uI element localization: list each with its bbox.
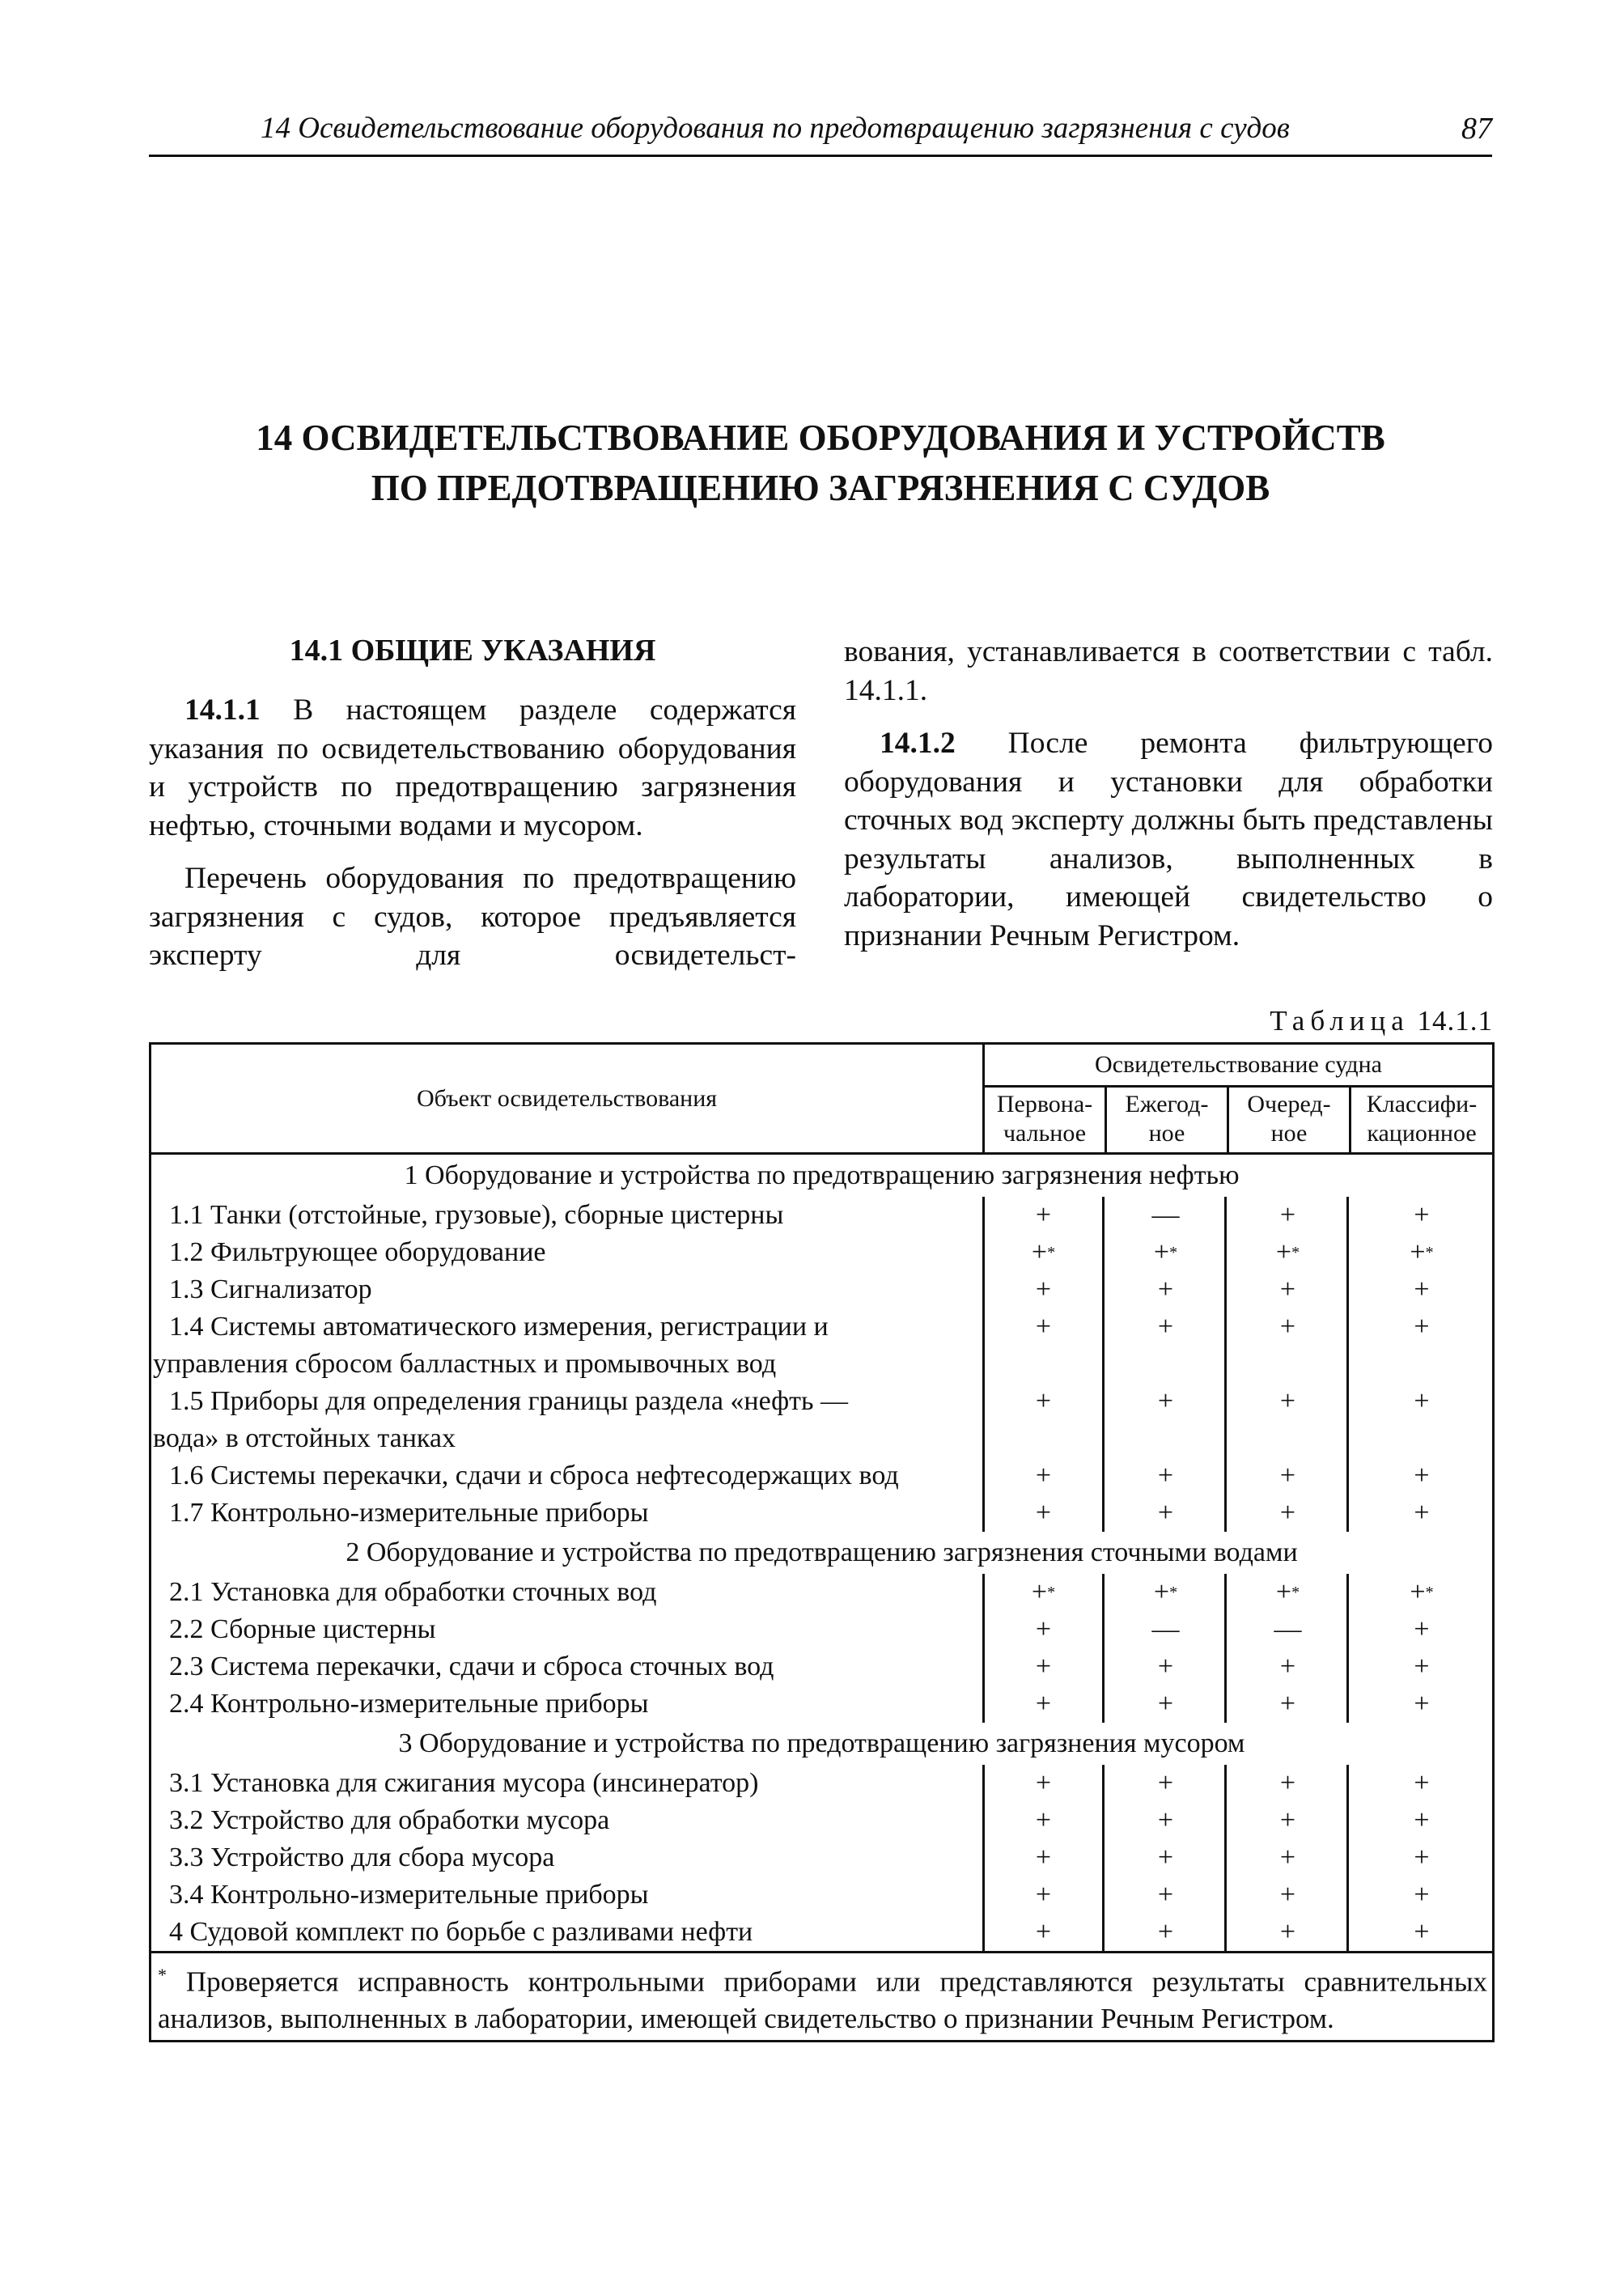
cell-value: +: [1035, 1805, 1052, 1835]
footnote-mark: *: [1425, 1584, 1434, 1601]
cell-value: —: [1151, 1200, 1180, 1230]
table-cell: [982, 1271, 1105, 1308]
chapter-title-line-2: ПО ПРЕДОТВРАЩЕНИЮ ЗАГРЯЗНЕНИЯ С СУДОВ: [371, 468, 1270, 508]
table-cell: [982, 1574, 1105, 1611]
table-body: [151, 1155, 1492, 1951]
row-label: [151, 1686, 981, 1723]
cell-value: +: [1279, 1880, 1296, 1910]
table-cell: [1229, 1914, 1349, 1951]
table-cell: [1351, 1876, 1492, 1914]
cell-value: +: [1414, 1386, 1430, 1416]
table-row: [151, 1383, 1492, 1457]
row-label: [151, 1802, 981, 1839]
row-label-line: 1.2 Фильтрующее оборудование: [169, 1237, 546, 1267]
paragraph-list-intro-continued: [844, 633, 1493, 710]
cell-value: —: [1151, 1614, 1180, 1644]
table-row: [151, 1234, 1492, 1271]
table-row: [151, 1197, 1492, 1234]
table-cell: [1351, 1765, 1492, 1802]
row-label: [151, 1271, 981, 1308]
row-label-line: 1.4 Системы автоматического измерения, регистрации и: [169, 1312, 829, 1342]
table-footnote: [151, 1951, 1492, 2040]
footnote-mark: *: [1047, 1244, 1056, 1261]
table-cell: [982, 1308, 1105, 1383]
table-cell: [1351, 1574, 1492, 1611]
cell-value: +: [1157, 1386, 1174, 1416]
cell-value: +: [1157, 1274, 1174, 1304]
page-number: 87: [1461, 112, 1492, 146]
row-label-line: вода» в отстойных танках: [153, 1423, 456, 1453]
paragraph-list-intro: [149, 859, 796, 975]
cell-value: +: [1279, 1200, 1296, 1230]
table-cell: [1229, 1495, 1349, 1532]
cell-value: +: [1031, 1237, 1048, 1267]
table-cell: [1229, 1383, 1349, 1457]
cell-value: +: [1279, 1312, 1296, 1342]
table-cell: [982, 1802, 1105, 1839]
cell-value: +: [1157, 1805, 1174, 1835]
row-label-line: 3.4 Контрольно-измерительные приборы: [169, 1880, 649, 1910]
row-label: [151, 1648, 981, 1686]
table-cell: [1107, 1574, 1227, 1611]
cell-value: +: [1035, 1842, 1052, 1872]
table-row: [151, 1495, 1492, 1532]
table-section-title: 1 Оборудование и устройства по предотвращению загрязнения нефтью: [404, 1160, 1240, 1190]
row-label: [151, 1457, 981, 1495]
table-cell: [1107, 1308, 1227, 1383]
table-cell: [982, 1234, 1105, 1271]
cell-value: +: [1414, 1461, 1430, 1490]
row-label: [151, 1308, 981, 1383]
table-cell: [1351, 1914, 1492, 1951]
row-label-line: 1.7 Контрольно-измерительные приборы: [169, 1498, 649, 1528]
table-row: [151, 1839, 1492, 1876]
table-row: [151, 1876, 1492, 1914]
row-label-line: 3.2 Устройство для обработки мусора: [169, 1805, 610, 1835]
cell-value: +: [1035, 1386, 1052, 1416]
table-cell: [1229, 1271, 1349, 1308]
cell-value: +: [1279, 1805, 1296, 1835]
cell-value: +: [1414, 1768, 1430, 1798]
running-header-title: 14 Освидетельствование оборудования по предотвращению загрязнения с судов: [261, 112, 1290, 145]
survey-table: [149, 1042, 1495, 2042]
row-label-line: 3.3 Устройство для сбора мусора: [169, 1842, 555, 1872]
paragraph-14-1-1: [149, 691, 796, 845]
row-label-line: 2.1 Установка для обработки сточных вод: [169, 1577, 657, 1607]
column-header-classification: [1351, 1088, 1492, 1152]
table-cell: [982, 1495, 1105, 1532]
table-caption-word: Таблица: [1270, 1005, 1410, 1037]
cell-value: +: [1279, 1689, 1296, 1719]
cell-value: +: [1414, 1689, 1430, 1719]
cell-value: +: [1035, 1652, 1052, 1681]
cell-value: +: [1414, 1917, 1430, 1947]
cell-value: +: [1279, 1768, 1296, 1798]
footnote-mark: *: [1291, 1584, 1300, 1601]
column-header-initial: [985, 1088, 1107, 1152]
cell-value: +: [1153, 1237, 1170, 1267]
cell-value: +: [1414, 1805, 1430, 1835]
chapter-title: [149, 413, 1492, 513]
table-cell: [982, 1457, 1105, 1495]
table-cell: [1107, 1197, 1227, 1234]
left-column: [149, 631, 796, 975]
cell-value: +: [1035, 1498, 1052, 1528]
table-cell: [982, 1197, 1105, 1234]
table-cell: [1229, 1234, 1349, 1271]
paragraph-text: вования, устанавливается в соответствии с табл. 14.1.1.: [844, 635, 1493, 707]
table-cell: [1107, 1802, 1227, 1839]
column-header-object: Объект освидетельствования: [151, 1045, 985, 1152]
table-cell: [1351, 1383, 1492, 1457]
cell-value: +: [1031, 1577, 1048, 1607]
cell-value: +: [1279, 1386, 1296, 1416]
table-cell: [1107, 1495, 1227, 1532]
table-section-title: 3 Оборудование и устройства по предотвращению загрязнения мусором: [398, 1728, 1245, 1758]
row-label-line: 2.4 Контрольно-измерительные приборы: [169, 1689, 649, 1719]
paragraph-text: В настоящем разделе содержатся указания по освидетельствованию оборудования и устройств по предотвращению загрязнения нефтью, сточными водами и мусором.: [149, 693, 796, 842]
footnote-mark: *: [1425, 1244, 1434, 1261]
header-line: кационное: [1367, 1120, 1477, 1147]
footnote-mark: *: [1169, 1584, 1178, 1601]
table-cell: [1107, 1648, 1227, 1686]
cell-value: +: [1279, 1461, 1296, 1490]
row-label-line: 4 Судовой комплект по борьбе с разливами нефти: [169, 1917, 753, 1947]
cell-value: +: [1035, 1312, 1052, 1342]
cell-value: +: [1153, 1577, 1170, 1607]
table-cell: [1229, 1308, 1349, 1383]
row-label-line: 3.1 Установка для сжигания мусора (инсинератор): [169, 1768, 759, 1798]
table-cell: [982, 1611, 1105, 1648]
cell-value: +: [1279, 1498, 1296, 1528]
cell-value: +: [1414, 1498, 1430, 1528]
table-cell: [1229, 1457, 1349, 1495]
table-cell: [1229, 1574, 1349, 1611]
table-cell: [1351, 1234, 1492, 1271]
cell-value: +: [1157, 1652, 1174, 1681]
table-cell: [1229, 1686, 1349, 1723]
cell-value: +: [1279, 1917, 1296, 1947]
table-cell: [1351, 1271, 1492, 1308]
paragraph-14-1-2: [844, 724, 1493, 955]
cell-value: +: [1157, 1312, 1174, 1342]
cell-value: +: [1410, 1577, 1426, 1607]
table-cell: [1229, 1611, 1349, 1648]
cell-value: +: [1035, 1768, 1052, 1798]
row-label: [151, 1234, 981, 1271]
footnote-text: Проверяется исправность контрольными приборами или представляются результаты сравнительных анализов, выполненных в лаборатории, имеющей свидетельство о признании Речным Регистром.: [158, 1965, 1488, 2034]
table-section-title: 2 Оборудование и устройства по предотвращению загрязнения сточными водами: [346, 1537, 1298, 1567]
footnote-mark: *: [1047, 1584, 1056, 1601]
cell-value: +: [1157, 1917, 1174, 1947]
cell-value: +: [1035, 1274, 1052, 1304]
cell-value: +: [1035, 1614, 1052, 1644]
cell-value: +: [1157, 1880, 1174, 1910]
table-cell: [1107, 1271, 1227, 1308]
header-line: Классифи-: [1366, 1091, 1478, 1117]
running-header: [149, 109, 1492, 157]
table-cell: [1229, 1802, 1349, 1839]
table-cell: [1229, 1197, 1349, 1234]
row-label: [151, 1197, 981, 1234]
header-line: Первона-: [996, 1091, 1093, 1117]
cell-value: +: [1414, 1200, 1430, 1230]
table-cell: [982, 1383, 1105, 1457]
cell-value: +: [1275, 1577, 1292, 1607]
cell-value: +: [1035, 1917, 1052, 1947]
cell-value: +: [1414, 1274, 1430, 1304]
header-line: ное: [1270, 1120, 1308, 1147]
footnote-mark: *: [158, 1965, 167, 1985]
footnote-mark: *: [1291, 1244, 1300, 1261]
cell-value: +: [1279, 1842, 1296, 1872]
footnote-mark: *: [1169, 1244, 1178, 1261]
row-label-line: 2.2 Сборные цистерны: [169, 1614, 436, 1644]
table-row: [151, 1802, 1492, 1839]
table-cell: [1229, 1839, 1349, 1876]
cell-value: +: [1279, 1652, 1296, 1681]
table-cell: [982, 1876, 1105, 1914]
row-label: [151, 1876, 981, 1914]
cell-value: +: [1410, 1237, 1426, 1267]
table-cell: [1351, 1495, 1492, 1532]
table-caption-number: 14.1.1: [1417, 1005, 1493, 1037]
table-cell: [1107, 1839, 1227, 1876]
table-cell: [1229, 1765, 1349, 1802]
table-cell: [1107, 1234, 1227, 1271]
table-cell: [1351, 1457, 1492, 1495]
cell-value: +: [1157, 1689, 1174, 1719]
cell-value: +: [1157, 1461, 1174, 1490]
table-cell: [1107, 1686, 1227, 1723]
table-cell: [982, 1648, 1105, 1686]
table-row: [151, 1765, 1492, 1802]
cell-value: +: [1157, 1768, 1174, 1798]
cell-value: +: [1035, 1689, 1052, 1719]
column-header-annual: [1107, 1088, 1229, 1152]
paragraph-number: 14.1.2: [880, 727, 956, 760]
table-cell: [1107, 1611, 1227, 1648]
paragraph-text: Перечень оборудования по предотвращению загрязнения с судов, которое предъявляется эксперту для освидетельст-: [149, 862, 796, 972]
cell-value: +: [1157, 1498, 1174, 1528]
table-cell: [1107, 1914, 1227, 1951]
cell-value: —: [1274, 1614, 1302, 1644]
row-label-line: 1.5 Приборы для определения границы раздела «нефть —: [169, 1386, 849, 1416]
paragraph-number: 14.1.1: [184, 693, 261, 727]
table-caption: [1238, 1005, 1493, 1037]
row-label-line: 1.6 Системы перекачки, сдачи и сброса нефтесодержащих вод: [169, 1461, 899, 1490]
row-label: [151, 1914, 981, 1951]
table-cell: [1351, 1197, 1492, 1234]
table-cell: [982, 1765, 1105, 1802]
table-row: [151, 1914, 1492, 1951]
column-header-periodic: [1229, 1088, 1351, 1152]
cell-value: +: [1414, 1880, 1430, 1910]
row-label: [151, 1383, 981, 1457]
header-line: Очеред-: [1247, 1091, 1331, 1117]
table-row: [151, 1648, 1492, 1686]
table-cell: [982, 1839, 1105, 1876]
section-heading: 14.1 ОБЩИЕ УКАЗАНИЯ: [289, 634, 656, 668]
cell-value: +: [1414, 1842, 1430, 1872]
row-label: [151, 1574, 981, 1611]
table-header: [151, 1045, 1492, 1155]
cell-value: +: [1275, 1237, 1292, 1267]
column-group-header: Освидетельствование судна: [985, 1045, 1492, 1088]
table-cell: [1229, 1876, 1349, 1914]
table-cell: [1107, 1383, 1227, 1457]
table-cell: [1351, 1686, 1492, 1723]
cell-value: +: [1414, 1614, 1430, 1644]
header-line: ное: [1148, 1120, 1185, 1147]
row-label-line: 1.3 Сигнализатор: [169, 1274, 372, 1304]
chapter-title-line-1: 14 ОСВИДЕТЕЛЬСТВОВАНИЕ ОБОРУДОВАНИЯ И УСТРОЙСТВ: [256, 418, 1385, 458]
cell-value: +: [1035, 1200, 1052, 1230]
table-row: [151, 1611, 1492, 1648]
row-label: [151, 1495, 981, 1532]
table-row: [151, 1574, 1492, 1611]
cell-value: +: [1414, 1652, 1430, 1681]
table-row: [151, 1271, 1492, 1308]
table-cell: [1351, 1648, 1492, 1686]
row-label: [151, 1839, 981, 1876]
row-label-line: 1.1 Танки (отстойные, грузовые), сборные цистерны: [169, 1200, 784, 1230]
table-row: [151, 1457, 1492, 1495]
table-cell: [1229, 1648, 1349, 1686]
row-label: [151, 1765, 981, 1802]
cell-value: +: [1035, 1461, 1052, 1490]
header-line: Ежегод-: [1125, 1091, 1209, 1117]
table-cell: [1351, 1611, 1492, 1648]
row-label-line: 2.3 Система перекачки, сдачи и сброса сточных вод: [169, 1652, 774, 1681]
table-cell: [982, 1686, 1105, 1723]
table-cell: [1107, 1765, 1227, 1802]
cell-value: +: [1414, 1312, 1430, 1342]
table-row: [151, 1308, 1492, 1383]
table-cell: [1351, 1802, 1492, 1839]
cell-value: +: [1279, 1274, 1296, 1304]
table-row: [151, 1686, 1492, 1723]
table-cell: [982, 1914, 1105, 1951]
table-cell: [1107, 1457, 1227, 1495]
right-column: [844, 633, 1493, 955]
cell-value: +: [1035, 1880, 1052, 1910]
cell-value: +: [1157, 1842, 1174, 1872]
row-label: [151, 1611, 981, 1648]
table-cell: [1351, 1308, 1492, 1383]
table-cell: [1107, 1876, 1227, 1914]
table-cell: [1351, 1839, 1492, 1876]
header-line: чальное: [1003, 1120, 1087, 1147]
paragraph-text: После ремонта фильтрующего оборудования и установки для обработки сточных вод эксперту должны быть представлены результаты анализов, выполненных в лаборатории, имеющей свидетельство о признании Речным Регистром.: [844, 727, 1493, 952]
row-label-line: управления сбросом балластных и промывочных вод: [153, 1349, 777, 1379]
